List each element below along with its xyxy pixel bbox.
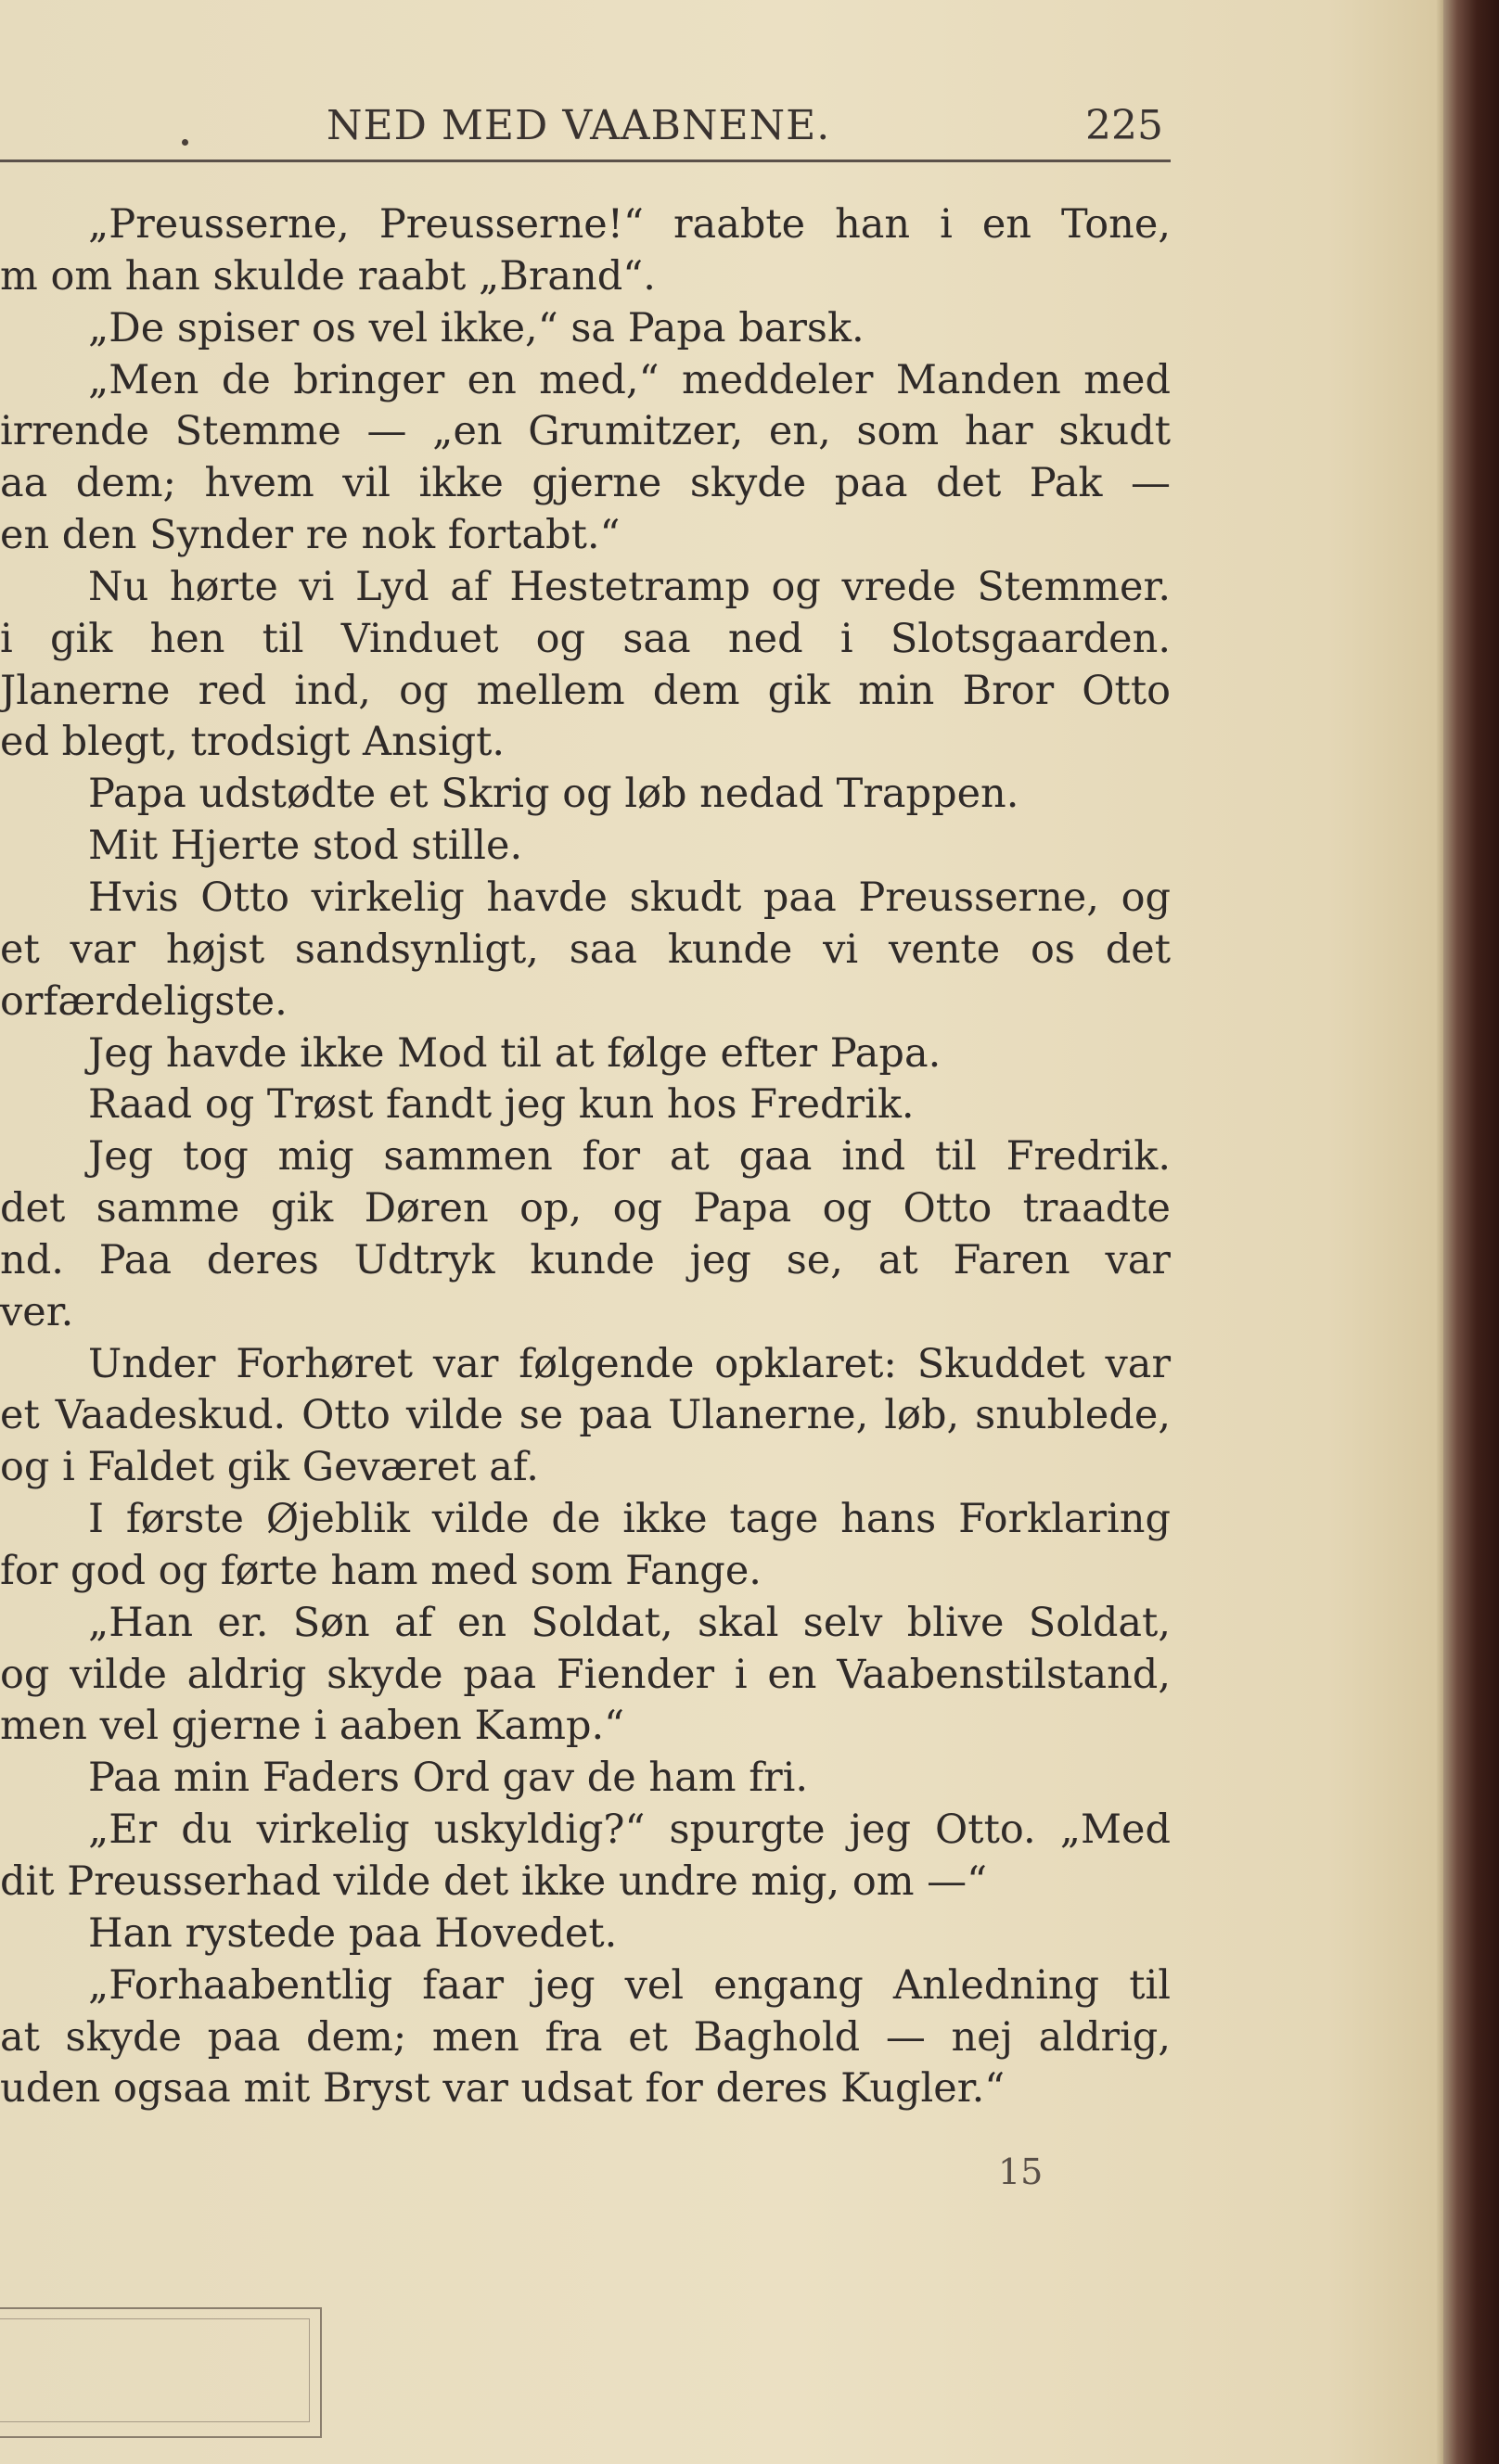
- body-text: [0, 199, 1206, 2115]
- text-line: og vilde aldrig skyde paa Fiender i en Vaabenstilstand,: [0, 1651, 1171, 1698]
- text-line: aa dem; hvem vil ikke gjerne skyde paa det Pak —: [0, 460, 1171, 507]
- text-line: det samme gik Døren op, og Papa og Otto traadte: [0, 1185, 1171, 1232]
- book-binding: [1443, 0, 1499, 2464]
- text-line: ed blegt, trodsigt Ansigt.: [0, 719, 506, 766]
- text-line: at skyde paa dem; men fra et Baghold — nej aldrig,: [0, 2013, 1171, 2061]
- page-number: 225: [1085, 102, 1163, 149]
- text-line: „De spiser os vel ikke,“ sa Papa barsk.: [88, 304, 865, 351]
- text-line: Paa min Faders Ord gav de ham fri.: [88, 1755, 809, 1802]
- text-line: „Forhaabentlig faar jeg vel engang Anledning til: [88, 1961, 1171, 2009]
- text-line: Under Forhøret var følgende opklaret: Skuddet var: [88, 1340, 1171, 1387]
- text-line: Jeg havde ikke Mod til at følge efter Papa.: [88, 1029, 942, 1077]
- header-rule: [0, 160, 1171, 162]
- text-line: „Han er. Søn af en Soldat, skal selv blive Soldat,: [88, 1599, 1171, 1646]
- text-line: en den Synder re nok fortabt.“: [0, 512, 621, 559]
- text-line: ver.: [0, 1288, 74, 1335]
- text-line: irrende Stemme — „en Grumitzer, en, som har skudt: [0, 408, 1171, 455]
- text-line: dit Preusserhad vilde det ikke undre mig, om —“: [0, 1858, 988, 1905]
- text-line: Hvis Otto virkelig havde skudt paa Preusserne, og: [88, 874, 1171, 921]
- text-line: i gik hen til Vinduet og saa ned i Slotsgaarden.: [0, 615, 1171, 662]
- text-line: men vel gjerne i aaben Kamp.“: [0, 1703, 625, 1750]
- text-line: „Men de bringer en med,“ meddeler Manden med: [88, 356, 1171, 403]
- text-line: nd. Paa deres Udtryk kunde jeg se, at Faren var: [0, 1236, 1171, 1283]
- text-line: et var højst sandsynligt, saa kunde vi vente os det: [0, 926, 1171, 973]
- text-line: „Er du virkelig uskyldig?“ spurgte jeg Otto. „Med: [88, 1807, 1171, 1854]
- text-line: uden ogsaa mit Bryst var udsat for deres Kugler.“: [0, 2065, 1006, 2113]
- text-line: Jeg tog mig sammen for at gaa ind til Fredrik.: [88, 1133, 1171, 1181]
- text-line: Jlanerne red ind, og mellem dem gik min Bror Otto: [0, 667, 1171, 714]
- text-line: et Vaadeskud. Otto vilde se paa Ulanerne, løb, snublede,: [0, 1392, 1171, 1439]
- text-line: orfærdeligste.: [0, 977, 288, 1025]
- text-line: og i Faldet gik Geværet af.: [0, 1444, 539, 1491]
- signature-mark: 15: [998, 2151, 1044, 2192]
- text-line: Papa udstødte et Skrig og løb nedad Trappen.: [88, 771, 1019, 818]
- text-line: for god og førte ham med som Fange.: [0, 1547, 762, 1594]
- text-line: m om han skulde raabt „Brand“.: [0, 252, 656, 300]
- text-line: I første Øjeblik vilde de ikke tage hans Forklaring: [88, 1496, 1171, 1543]
- text-line: Raad og Trøst fandt jeg kun hos Fredrik.: [88, 1081, 915, 1129]
- text-line: Mit Hjerte stod stille.: [88, 823, 523, 870]
- stamp-box-inner: [0, 2318, 310, 2422]
- running-title: NED MED VAABNENE.: [327, 102, 831, 149]
- text-line: Han rystede paa Hovedet.: [88, 1909, 618, 1957]
- page-header: [0, 102, 1206, 158]
- text-line: „Preusserne, Preusserne!“ raabte han i en Tone,: [88, 201, 1171, 248]
- text-line: Nu hørte vi Lyd af Hestetramp og vrede Stemmer.: [88, 563, 1171, 610]
